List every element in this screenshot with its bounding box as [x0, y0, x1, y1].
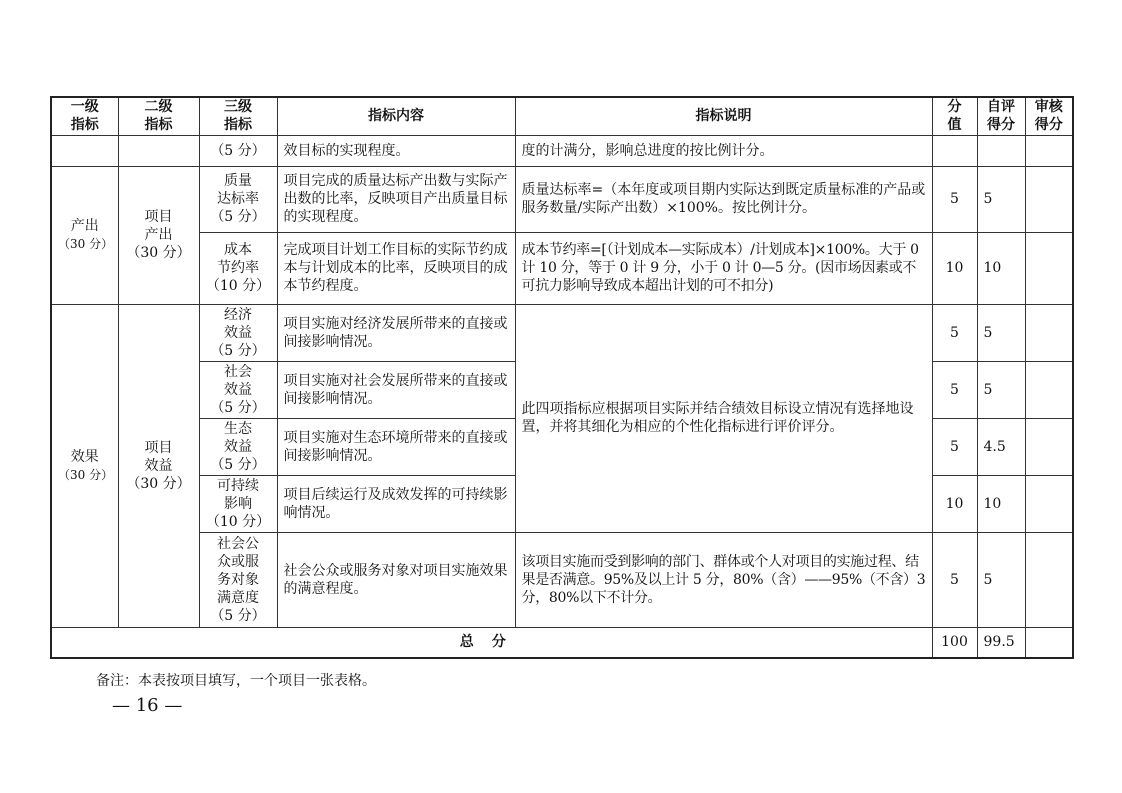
cell-score: 5 [932, 304, 977, 361]
text-line: 自评 [987, 99, 1015, 116]
cell-score: 10 [932, 232, 977, 304]
cell-explain: 质量达标率=（本年度或项目期内实际达到既定质量标准的产品或服务数量/实际产出数）×100%。按比例计分。 [515, 166, 932, 232]
multiline-text [125, 439, 193, 493]
cell-empty [932, 135, 977, 166]
text-line: 指标 [144, 117, 173, 134]
text-line: 生态 [224, 420, 252, 437]
multiline-text [206, 306, 271, 360]
total-audit-score [1025, 627, 1073, 658]
cell-explain: 成本节约率=[（计划成本—实际成本）/计划成本]×100%。大于 0 计 10 分，等于 0 计 9 分，小于 0 计 0—5 分。(因市场因素或不可抗力影响导致成本超出计划的可不扣分) [515, 232, 932, 304]
cell-score: 5 [932, 361, 977, 418]
header-audit [1025, 97, 1073, 135]
effect-lvl1-score: （30 分） [58, 467, 114, 482]
effect-lvl1 [51, 304, 118, 627]
text-line: 质量 [224, 173, 252, 189]
text-line: 节约率 [217, 260, 259, 276]
cell-content: 效目标的实现程度。 [277, 135, 515, 166]
cell-self-score: 5 [977, 361, 1025, 418]
output-lvl1-score: （30 分） [58, 237, 114, 251]
cell-self-score: 10 [977, 475, 1025, 532]
cell-audit-score [1025, 418, 1073, 475]
multiline-text [206, 535, 271, 625]
text-line: （5 分） [210, 399, 266, 416]
header-lvl2 [118, 97, 199, 135]
cell-lvl3 [199, 304, 277, 361]
multiline-text [206, 172, 271, 226]
cell-shared-explain: 此四项指标应根据项目实际并结合绩效目标设立情况有选择地设置，并将其细化为相应的个性化指标进行评价评分。 [515, 304, 932, 532]
cell-audit-score [1025, 232, 1073, 304]
cell-content: 项目实施对社会发展所带来的直接或间接影响情况。 [277, 361, 515, 418]
header-row [51, 97, 1073, 135]
cell-empty [977, 135, 1025, 166]
cell-audit-score [1025, 532, 1073, 627]
text-line: 项目 [144, 209, 173, 225]
text-line: 达标率 [217, 191, 259, 207]
text-line: 满意度 [217, 589, 259, 606]
table-row [51, 304, 1073, 361]
page-number: — 16 — [112, 695, 183, 716]
footnote: 备注：本表按项目填写，一个项目一张表格。 [96, 673, 376, 689]
text-line: 可持续 [217, 477, 259, 494]
cell-self-score: 5 [977, 304, 1025, 361]
header-lvl3 [199, 97, 277, 135]
text-line: （5 分） [210, 456, 266, 473]
multiline-text [206, 477, 271, 531]
text-line: 指标 [224, 117, 252, 134]
cell-lvl3 [199, 532, 277, 627]
cell-lvl3 [199, 361, 277, 418]
text-line: 效益 [224, 324, 252, 341]
cell-empty [118, 135, 199, 166]
text-line: （5 分） [210, 342, 266, 359]
multiline-text [125, 208, 193, 262]
cell-score: 10 [932, 475, 977, 532]
multiline-text [206, 98, 271, 134]
header-content: 指标内容 [277, 97, 515, 135]
text-line: 影响 [224, 495, 252, 512]
multiline-text [939, 98, 971, 134]
text-line: （10 分） [205, 513, 271, 530]
text-line: 社会公 [217, 535, 259, 552]
cell-content: 项目完成的质量达标产出数与实际产出数的比率，反映项目产出质量目标的实现程度。 [277, 166, 515, 232]
table-row [51, 166, 1073, 232]
cell-lvl3: （5 分） [199, 135, 277, 166]
cell-score: 5 [932, 532, 977, 627]
table-row [51, 232, 1073, 304]
header-score [932, 97, 977, 135]
text-line: 值 [947, 117, 962, 134]
cell-audit-score [1025, 361, 1073, 418]
cell-lvl3 [199, 232, 277, 304]
text-line: （5 分） [210, 209, 266, 225]
cell-content: 社会公众或服务对象对项目实施效果的满意程度。 [277, 532, 515, 627]
cell-self-score: 4.5 [977, 418, 1025, 475]
multiline-text [984, 98, 1019, 134]
effect-lvl2 [118, 304, 199, 627]
cell-explain: 度的计满分，影响总进度的按比例计分。 [515, 135, 932, 166]
text-line: 指标 [70, 117, 99, 134]
cell-empty [1025, 135, 1073, 166]
text-line: 成本 [224, 242, 252, 258]
text-line: 众或服 [217, 553, 259, 570]
text-line: 得分 [1034, 117, 1063, 134]
text-line: （30 分） [126, 475, 191, 492]
cell-self-score: 10 [977, 232, 1025, 304]
total-label: 总分 [51, 627, 932, 658]
text-line: 项目 [144, 439, 173, 456]
output-lvl1 [51, 166, 118, 304]
cell-self-score: 5 [977, 532, 1025, 627]
text-line: 一级 [70, 99, 99, 116]
cell-content: 项目实施对生态环境所带来的直接或间接影响情况。 [277, 418, 515, 475]
cell-lvl3 [199, 166, 277, 232]
text-line: 务对象 [217, 571, 259, 588]
effect-lvl1-name: 效果 [70, 448, 99, 465]
text-line: 效益 [224, 438, 252, 455]
cell-lvl3 [199, 475, 277, 532]
text-line: 效益 [224, 381, 252, 398]
multiline-text [58, 98, 112, 134]
text-line: （30 分） [126, 245, 191, 261]
text-line: （5 分） [210, 607, 266, 624]
multiline-text [1032, 98, 1067, 134]
header-lvl1 [51, 97, 118, 135]
text-line: 分 [947, 99, 962, 116]
text-line: 得分 [987, 117, 1015, 134]
total-score: 100 [932, 627, 977, 658]
cell-empty [51, 135, 118, 166]
output-lvl2 [118, 166, 199, 304]
total-row [51, 627, 1073, 658]
text-line: 三级 [224, 99, 252, 116]
multiline-text [206, 363, 271, 417]
cell-score: 5 [932, 166, 977, 232]
text-line: 效益 [144, 457, 173, 474]
header-explain: 指标说明 [515, 97, 932, 135]
multiline-text [125, 98, 193, 134]
header-self [977, 97, 1025, 135]
cell-content: 完成项目计划工作目标的实际节约成本与计划成本的比率，反映项目的成本节约程度。 [277, 232, 515, 304]
text-line: 审核 [1034, 99, 1063, 116]
cell-score: 5 [932, 418, 977, 475]
multiline-text [206, 241, 271, 295]
table-row [51, 532, 1073, 627]
text-line: 社会 [224, 363, 252, 380]
cell-audit-score [1025, 304, 1073, 361]
multiline-text [206, 420, 271, 474]
cell-content: 项目后续运行及成效发挥的可持续影响情况。 [277, 475, 515, 532]
text-line: （10 分） [205, 278, 271, 294]
cell-content: 项目实施对经济发展所带来的直接或间接影响情况。 [277, 304, 515, 361]
cell-self-score: 5 [977, 166, 1025, 232]
cell-explain: 该项目实施而受到影响的部门、群体或个人对项目的实施过程、结果是否满意。95%及以上计 5 分，80%（含）——95%（不含）3 分，80%以下不计分。 [515, 532, 932, 627]
cell-audit-score [1025, 166, 1073, 232]
evaluation-table [50, 96, 1074, 659]
output-lvl1-name: 产出 [70, 218, 99, 234]
text-line: 二级 [144, 99, 173, 116]
text-line: 经济 [224, 306, 252, 323]
table-row-continuation [51, 135, 1073, 166]
cell-audit-score [1025, 475, 1073, 532]
text-line: 产出 [144, 227, 173, 243]
total-self-score: 99.5 [977, 627, 1025, 658]
cell-lvl3 [199, 418, 277, 475]
